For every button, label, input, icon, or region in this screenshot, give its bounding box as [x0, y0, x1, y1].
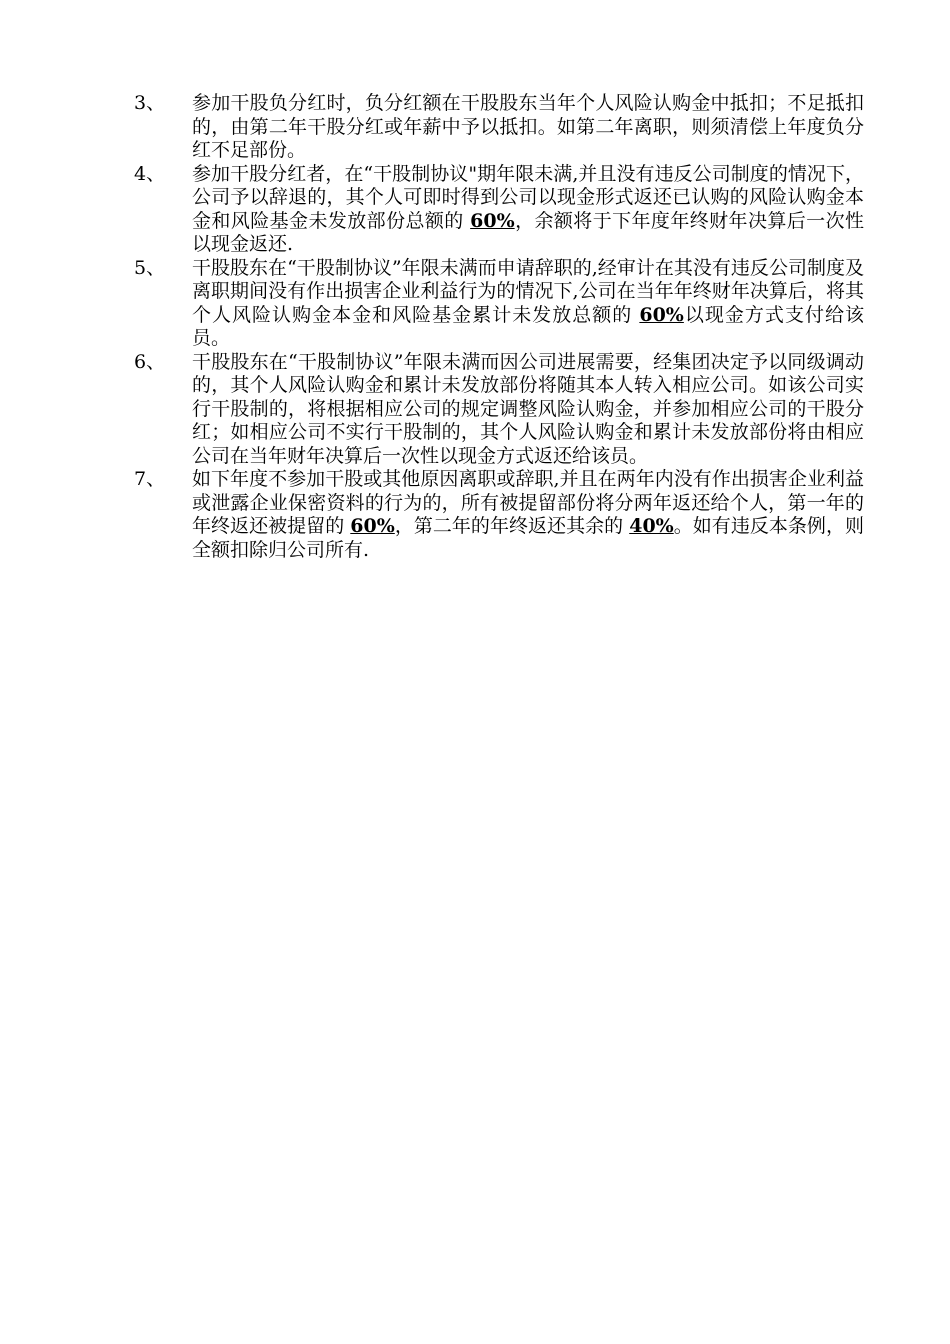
clause-text-segment: ，余额将于下年度年终财年决算后一次性以现金返还.	[192, 209, 864, 255]
clause-list	[134, 92, 864, 562]
clause-number: 3、	[134, 92, 166, 114]
clause-text-segment: 如下年度不参加干股或其他原因离职或辞职,并且在两年内没有作出损害企业利益或泄露企业保密资料的行为的，所有被提留部份将分两年返还给个人，第一年的年终返还被提留的	[192, 468, 864, 537]
clause-7	[134, 468, 864, 562]
clause-text-segment: ，第二年的年终返还其余的	[394, 515, 630, 537]
clause-5	[134, 257, 864, 351]
clause-text-segment: 干股股东在“干股制协议”年限未满而因公司进展需要，经集团决定予以同级调动的，其个人风险认购金和累计未发放部份将随其本人转入相应公司。如该公司实行干股制的，将根据相应公司的规定调整风险认购金，并参加相应公司的干股分红；如相应公司不实行干股制的，其个人风险认购金和累计未发放部份将由相应公司在当年财年决算后一次性以现金方式返还给该员。	[192, 350, 864, 467]
clause-text-segment: 参加干股分红者，在“干股制协议"期年限未满,并且没有违反公司制度的情况下，公司予以辞退的，其个人可即时得到公司以现金形式返还已认购的风险认购金本金和风险基金未发放部份总额的	[192, 162, 864, 232]
clause-text	[192, 468, 864, 562]
clause-number: 6、	[134, 350, 166, 373]
clause-text	[192, 351, 864, 469]
percentage-emphasis: 60%	[639, 303, 684, 326]
clause-3	[134, 92, 864, 163]
clause-text	[192, 257, 864, 351]
clause-number: 4、	[134, 162, 166, 185]
clause-text-segment: 。如有违反本条例，则全额扣除归公司所有.	[192, 515, 864, 561]
percentage-emphasis: 60%	[350, 515, 395, 537]
clause-text-segment: 以现金方式支付给该员。	[192, 303, 864, 349]
clause-text	[192, 163, 864, 257]
clause-text-segment: 参加干股负分红时，负分红额在干股股东当年个人风险认购金中抵扣；不足抵扣的，由第二年干股分红或年薪中予以抵扣。如第二年离职，则须清偿上年度负分红不足部份。	[192, 92, 864, 161]
clause-text	[192, 92, 864, 163]
clause-4	[134, 163, 864, 257]
clause-number: 7、	[134, 468, 166, 490]
clause-text-segment: 干股股东在“干股制协议”年限未满而申请辞职的,经审计在其没有违反公司制度及离职期间没有作出损害企业利益行为的情况下,公司在当年年终财年决算后，将其个人风险认购金本金和风险基金累计未发放总额的	[192, 256, 864, 326]
clause-number: 5、	[134, 256, 166, 279]
clause-6	[134, 351, 864, 469]
percentage-emphasis: 60%	[470, 209, 515, 232]
percentage-emphasis: 40%	[629, 515, 674, 537]
